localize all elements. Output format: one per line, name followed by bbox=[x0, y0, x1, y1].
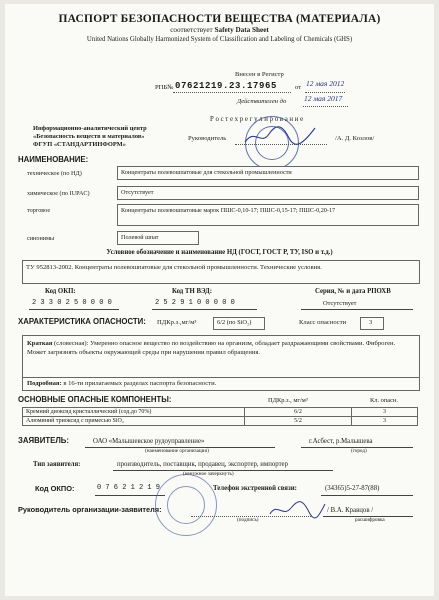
series-value: Отсутствует bbox=[323, 300, 357, 307]
sign-caption: (подпись) bbox=[237, 517, 259, 523]
document-subtitle bbox=[5, 27, 434, 35]
table-row bbox=[23, 417, 418, 426]
valid-underline bbox=[303, 106, 348, 107]
center-line-3: ФГУП «СТАНДАРТИНФОРМ» bbox=[33, 141, 126, 148]
tnved-value: 2 5 2 9 1 0 0 0 0 0 bbox=[155, 299, 235, 307]
components-table bbox=[22, 407, 418, 426]
naming-value-synonyms: Полевой шпат bbox=[121, 234, 159, 241]
component-class: 3 bbox=[352, 417, 418, 426]
detailed-description-box bbox=[22, 377, 420, 391]
center-head-label: Руководитель bbox=[188, 135, 227, 142]
decode-caption: расшифровка bbox=[355, 517, 385, 523]
component-name: Кремний диоксид кристаллический (сод.до 70%) bbox=[23, 408, 245, 417]
okpo-underline bbox=[95, 495, 165, 496]
danger-pdk-value: 6/2 (по SiO₂) bbox=[217, 319, 252, 326]
rpbn-label: РПБ№ bbox=[155, 84, 174, 91]
naming-heading: НАИМЕНОВАНИЕ: bbox=[18, 155, 89, 164]
brief-text: (словесная): Умеренно опасное вещество по воздействию на организм, обладает раздражающими свойствами. Фиброген. Может загрязнять объекты окружающей среды при нарушении правил обращения. bbox=[27, 340, 396, 356]
document-title: ПАСПОРТ БЕЗОПАСНОСТИ ВЕЩЕСТВА (МАТЕРИАЛА) bbox=[58, 13, 381, 25]
okp-label: Код ОКП: bbox=[45, 288, 76, 295]
naming-label-technical: техническое (по НД) bbox=[27, 170, 82, 177]
danger-pdk-field bbox=[213, 317, 265, 330]
applicant-type-value: производитель, поставщик, продавец, экспортер, импортер bbox=[117, 461, 288, 468]
danger-class-label: Класс опасности bbox=[299, 319, 347, 326]
okpo-value: 0 7 6 2 1 2 1 9 bbox=[97, 484, 161, 492]
okpo-label: Код ОКПО: bbox=[35, 484, 75, 493]
components-class-header: Кл. опасн. bbox=[370, 397, 398, 404]
rpbn-underline bbox=[173, 92, 291, 93]
nd-field bbox=[22, 260, 420, 284]
series-label: Серия, № и дата РПОХВ bbox=[315, 288, 391, 295]
okp-underline bbox=[29, 309, 119, 310]
from-label: от bbox=[295, 84, 302, 91]
from-underline bbox=[305, 92, 345, 93]
subtitle-prefix: соответствует bbox=[170, 26, 213, 34]
center-head-name: /А. Д. Козлов/ bbox=[335, 135, 375, 142]
applicant-stamp-icon bbox=[155, 474, 217, 536]
table-row bbox=[23, 408, 418, 417]
registry-entered-label: Внесен в Регистр bbox=[235, 71, 284, 78]
components-heading: ОСНОВНЫЕ ОПАСНЫЕ КОМПОНЕНТЫ: bbox=[18, 395, 172, 404]
applicant-label: ЗАЯВИТЕЛЬ: bbox=[18, 436, 69, 445]
series-underline bbox=[301, 309, 413, 310]
phone-underline bbox=[321, 495, 413, 496]
component-class: 3 bbox=[352, 408, 418, 417]
valid-until-date: 12 мая 2017 bbox=[304, 94, 343, 103]
applicant-city: г.Асбест, р.Малышева bbox=[309, 438, 373, 445]
naming-label-trade: торговое bbox=[27, 207, 51, 214]
component-name: Алюминий триоксид с примесью SiO₂ bbox=[23, 417, 245, 426]
emergency-phone-value: (34365)5-27-87(88) bbox=[325, 485, 380, 492]
nd-value: ТУ 952813-2002. Концентраты полевошпатовые для стекольной промышленности. Технические условия. bbox=[26, 264, 322, 271]
tnved-underline bbox=[152, 309, 257, 310]
naming-label-synonyms: синонимы bbox=[27, 235, 55, 242]
naming-value-technical: Концентраты полевошпатовые для стекольной промышленности bbox=[121, 169, 292, 176]
applicant-signature-icon bbox=[267, 498, 327, 520]
subtitle-bold: Safety Data Sheet bbox=[214, 26, 269, 34]
naming-label-chemical: химическое (по IUPAC) bbox=[27, 190, 90, 197]
ghs-line: United Nations Globally Harmonized System of Classification and Labeling of Chemicals (GHS) bbox=[86, 36, 353, 43]
tnved-label: Код ТН ВЭД: bbox=[172, 288, 212, 295]
components-pdk-header: ПДКр.з., мг/м³ bbox=[268, 397, 308, 404]
danger-class-value: 3 bbox=[369, 319, 373, 326]
center-line-1: Информационно-аналитический центр bbox=[33, 125, 147, 132]
nd-heading: Условное обозначение и наименование НД (ГОСТ, ГОСТ Р, ТУ, ISO и т.д.) bbox=[106, 249, 333, 256]
applicant-head-name: / В.А. Кравцов / bbox=[327, 507, 374, 514]
naming-field-chemical bbox=[117, 186, 419, 200]
signature-icon bbox=[241, 122, 321, 150]
detailed-label: Подробная: bbox=[27, 380, 62, 387]
detailed-text: в 16-ти прилагаемых разделах паспорта безопасности. bbox=[61, 380, 217, 387]
okp-value: 2 3 3 0 2 5 0 0 0 0 bbox=[32, 299, 112, 307]
safety-data-sheet-page bbox=[5, 4, 434, 596]
component-pdk: 6/2 bbox=[245, 408, 352, 417]
valid-until-label: Действителен до bbox=[237, 98, 287, 105]
applicant-head-label: Руководитель организации-заявителя: bbox=[18, 505, 162, 514]
from-date: 12 мая 2012 bbox=[306, 79, 345, 88]
naming-value-trade: Концентраты полевошпатовые марок ПШС-0,10-17; ПШС-0,15-17; ПШС-0,20-17 bbox=[121, 207, 336, 214]
naming-value-chemical: Отсутствует bbox=[121, 189, 154, 196]
brief-description bbox=[27, 340, 413, 357]
danger-pdk-label: ПДКр.з.,мг/м³ bbox=[157, 319, 197, 326]
danger-class-field bbox=[360, 317, 384, 330]
applicant-name: ОАО «Малышевское рудоуправление» bbox=[93, 438, 205, 445]
applicant-city-caption: (город) bbox=[351, 448, 367, 454]
applicant-name-caption: (наименование организации) bbox=[145, 448, 209, 454]
center-line-2: «Безопасность веществ и материалов» bbox=[33, 133, 145, 140]
naming-field-trade bbox=[117, 204, 419, 226]
danger-heading: ХАРАКТЕРИСТИКА ОПАСНОСТИ: bbox=[18, 317, 146, 326]
rpbn-number: 07621219.23.17965 bbox=[175, 81, 278, 91]
reregistration-heading: Р о с т е х р е г у л и р о в а н и е bbox=[210, 116, 304, 123]
component-pdk: 5/2 bbox=[245, 417, 352, 426]
applicant-type-label: Тип заявителя: bbox=[33, 461, 81, 468]
applicant-type-caption: (ненужное зачеркнуть) bbox=[183, 471, 234, 477]
brief-label: Краткая bbox=[27, 340, 53, 347]
emergency-phone-label: Телефон экстренной связи: bbox=[213, 485, 297, 492]
naming-field-synonyms bbox=[117, 231, 199, 245]
brief-description-box bbox=[22, 335, 420, 379]
naming-field-technical bbox=[117, 166, 419, 180]
detailed-description bbox=[27, 380, 216, 388]
